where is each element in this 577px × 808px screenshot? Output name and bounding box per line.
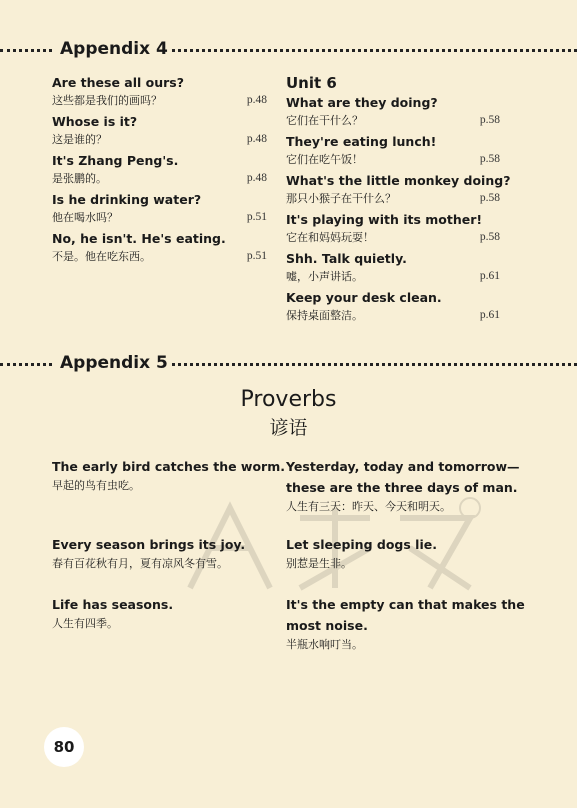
phrase-english: Keep your desk clean. (286, 290, 442, 305)
appendix-4-right-column (286, 74, 511, 328)
phrase-entry (52, 113, 267, 148)
phrase-english: It's Zhang Peng's. (52, 153, 179, 168)
phrase-chinese: 它们在吃午饭！ p.58 (286, 153, 500, 166)
phrase-entry (52, 74, 267, 109)
dotted-rule-left (0, 49, 52, 52)
phrase-english: No, he isn't. He's eating. (52, 231, 226, 246)
phrase-chinese: 它在和妈妈玩耍！ p.58 (286, 231, 500, 244)
proverb-english: these are the three days of man. (286, 480, 518, 495)
proverb-item (286, 534, 526, 573)
appendix-5-header (0, 352, 577, 376)
phrase-chinese: 这是谁的？ p.48 (52, 133, 267, 146)
proverb-english: Let sleeping dogs lie. (286, 537, 437, 552)
phrase-chinese: 这些都是我们的画吗？ p.48 (52, 94, 267, 107)
phrase-english: Is he drinking water? (52, 192, 202, 207)
phrase-chinese: 那只小猴子在干什么？ p.58 (286, 192, 500, 205)
phrase-chinese: 是张鹏的。 p.48 (52, 172, 267, 185)
phrase-chinese: 嘘，小声讲话。 p.61 (286, 270, 500, 283)
page-reference: p.61 (479, 270, 500, 282)
proverb-chinese: 人生有四季。 (52, 617, 118, 630)
proverb-english: Every season brings its joy. (52, 537, 246, 552)
phrase-english: What are they doing? (286, 95, 438, 110)
proverb-item (52, 456, 285, 495)
phrase-entry (52, 152, 267, 187)
page-reference: p.58 (479, 153, 500, 165)
proverb-chinese: 别惹是生非。 (286, 557, 352, 570)
phrase-english: Whose is it? (52, 114, 138, 129)
unit-title: Unit 6 (286, 74, 337, 92)
phrase-entry (286, 94, 500, 129)
dotted-rule-left (0, 363, 52, 366)
proverb-chinese: 半瓶水响叮当。 (286, 638, 363, 651)
page-number: 80 (44, 727, 84, 767)
appendix-4-title: Appendix 4 (60, 39, 168, 59)
proverb-english: Life has seasons. (52, 597, 174, 612)
proverb-english: most noise. (286, 618, 368, 633)
phrase-entry (52, 230, 267, 265)
proverb-chinese: 人生有三天：昨天、今天和明天。 (286, 500, 451, 513)
proverb-chinese: 春有百花秋有月，夏有凉风冬有雪。 (52, 557, 228, 570)
proverb-english: Yesterday, today and tomorrow— (286, 459, 520, 474)
dotted-rule-right (172, 363, 577, 366)
phrase-entry (286, 133, 500, 168)
page-reference: p.51 (246, 250, 267, 262)
proverb-item (52, 534, 282, 573)
appendix-4-header (0, 38, 577, 62)
proverb-item (286, 456, 526, 516)
phrase-entry (286, 250, 500, 285)
phrase-entry (286, 172, 511, 207)
appendix-4-left-column (52, 74, 267, 269)
phrase-english: They're eating lunch! (286, 134, 437, 149)
proverb-english: The early bird catches the worm. (52, 459, 285, 474)
phrase-english: What's the little monkey doing? (286, 173, 511, 188)
proverbs-heading: Proverbs (240, 387, 337, 412)
phrase-english: Shh. Talk quietly. (286, 251, 407, 266)
dotted-rule-right (172, 49, 577, 52)
phrase-english: Are these all ours? (52, 75, 184, 90)
proverb-item (286, 594, 526, 654)
page-reference: p.61 (479, 309, 500, 321)
phrase-chinese: 保持桌面整洁。 p.61 (286, 309, 500, 322)
phrase-chinese: 它们在干什么？ p.58 (286, 114, 500, 127)
page-reference: p.48 (246, 172, 267, 184)
page-reference: p.48 (246, 94, 267, 106)
page-reference: p.58 (479, 114, 500, 126)
page-reference: p.51 (246, 211, 267, 223)
page-reference: p.58 (479, 192, 500, 204)
phrase-chinese: 不是。他在吃东西。 p.51 (52, 250, 267, 263)
page-reference: p.58 (479, 231, 500, 243)
phrase-entry (286, 211, 500, 246)
proverb-chinese: 早起的鸟有虫吃。 (52, 479, 140, 492)
page-reference: p.48 (246, 133, 267, 145)
proverbs-heading-chinese: 谚语 (269, 417, 308, 439)
appendix-5-title: Appendix 5 (60, 353, 168, 373)
phrase-entry (286, 289, 500, 324)
phrase-chinese: 他在喝水吗？ p.51 (52, 211, 267, 224)
proverb-item (52, 594, 282, 633)
phrase-entry (52, 191, 267, 226)
phrase-english: It's playing with its mother! (286, 212, 483, 227)
proverb-english: It's the empty can that makes the (286, 597, 525, 612)
